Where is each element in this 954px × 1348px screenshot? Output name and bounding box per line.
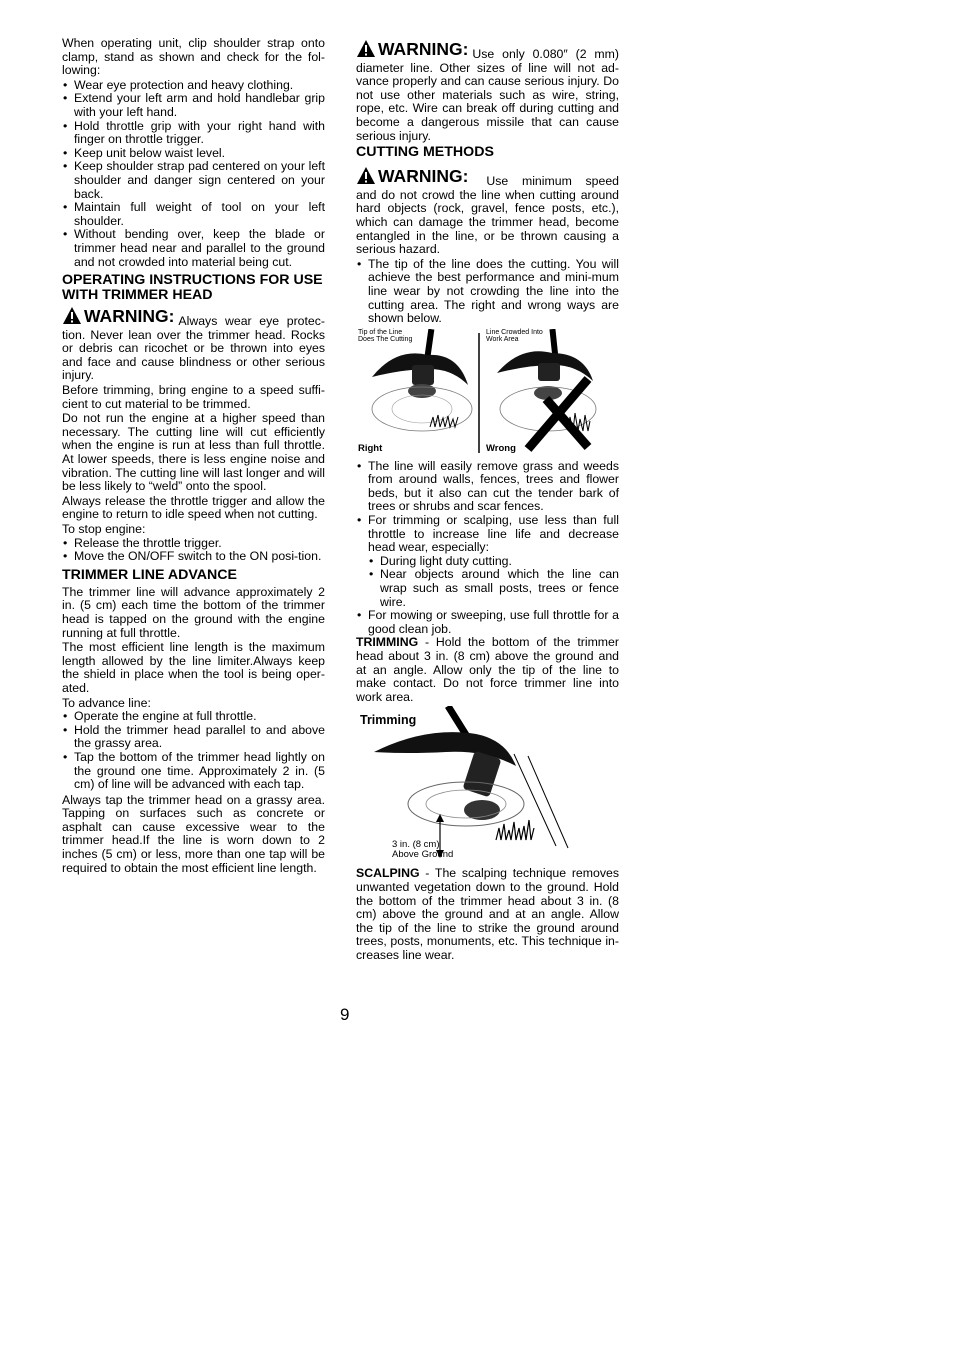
- list-item: • Move the ON/OFF switch to the ON posi-tion.: [62, 550, 325, 564]
- advance-line-steps: [62, 710, 325, 792]
- right-column: [356, 39, 619, 964]
- heading-cutting-methods: CUTTING METHODS: [356, 144, 494, 161]
- paragraph: Always tap the trimmer head on a grassy area. Tapping on surfaces such as concrete or asphalt can cause excessive wear to the trimmer head.If the line is worn down to 2 inches (5 cm) or less, more than one tap will be required to obtain the most efficient line length.: [62, 792, 325, 875]
- left-column: [62, 37, 325, 876]
- warning-triangle-icon: [356, 166, 376, 185]
- warning-label: [62, 306, 174, 325]
- list-item: • Extend your left arm and hold handlebar grip with your left hand.: [62, 92, 325, 119]
- scalping-label: SCALPING: [356, 866, 420, 881]
- warning-label-text: WARNING:: [378, 166, 469, 187]
- paragraph: The most efficient line length is the maximum length allowed by the line limiter.Always keep the shield in place when the tool is being oper-ated.: [62, 640, 325, 695]
- mowing-note: [356, 609, 619, 636]
- list-item: • During light duty cutting.: [368, 555, 619, 569]
- paragraph: Before trimming, bring engine to a speed suffi-cient to cut material to be trimmed.: [62, 383, 325, 411]
- warning-minimum-speed: [356, 166, 619, 257]
- list-item: • For trimming or scalping, use less than full throttle to increase line life and decrease head wear, especially:: [356, 514, 619, 555]
- trimming-figure: [356, 706, 619, 864]
- paragraph: The trimmer line will advance approximately 2 in. (5 cm) each time the bottom of the trimmer head is tapped on the ground with the engine running at full throttle.: [62, 584, 325, 640]
- warning-label-text: WARNING:: [84, 306, 175, 327]
- list-item: • Hold the trimmer head parallel to and above the grassy area.: [62, 724, 325, 751]
- warning-line-size: [356, 39, 619, 143]
- figure-label: Tip of the Line Does The Cutting: [358, 328, 413, 344]
- stop-engine-label: To stop engine:: [62, 522, 146, 536]
- warning-text: Always wear eye protec-tion. Never lean over the trimmer head. Rocks or debris can ricochet or be thrown into eyes and face and cause blindness or other serious injury.: [62, 314, 325, 383]
- list-item: • Maintain full weight of tool on your left shoulder.: [62, 201, 325, 228]
- warning-label: [356, 166, 468, 185]
- caption-wrong: Wrong: [486, 442, 516, 454]
- list-item: • Hold throttle grip with your right hand with finger on throttle trigger.: [62, 120, 325, 147]
- list-item: • Near objects around which the line can wrap such as small posts, trees or fence wire.: [368, 568, 619, 609]
- page-number: 9: [340, 1005, 350, 1024]
- advance-line-label: To advance line:: [62, 695, 151, 710]
- warning-text: Use only 0.080″ (2 mm) diameter line. Other sizes of line will not ad-vance properly and can cause serious injury. Do not use other materials such as wire, string, rope, etc. Wire can break off during cutting and become a dangerous missile that can cause serious injury.: [356, 47, 619, 143]
- list-item: • Keep shoulder strap pad centered on your left shoulder and danger sign centered on your back.: [62, 160, 325, 201]
- list-item: • The line will easily remove grass and weeds from around walls, fences, trees and flower beds, but it also can cut the tender bark of trees or shrubs and scar fences.: [356, 460, 619, 514]
- paragraph: Do not run the engine at a higher speed than necessary. The cutting line will cut efficiently when the engine is run at less than full throttle. At lower speeds, there is less engine noise and vibration. The cutting line will last longer and will be less likely to “weld” onto the spool.: [62, 411, 325, 494]
- warning-text: Use minimum speed and do not crowd the line when cutting around hard objects (rock, gravel, fence posts, etc.), which can damage the trimmer head, become entangled in the line, or be thrown causing a serious hazard.: [356, 174, 619, 257]
- figure-label: Line Crowded Into Work Area: [486, 328, 543, 344]
- warning-triangle-icon: [356, 39, 376, 58]
- scalping-paragraph: SCALPING - The scalping technique removes unwanted vegetation down to the ground. Hold the bottom of the trimmer head about 3 in. (8 cm) above the ground and at an angle. Allow the tip of the line to strike the ground around trees, posts, monuments, etc. This technique in-creases line wear.: [356, 866, 619, 962]
- list-item: • Without bending over, keep the blade or trimmer head near and parallel to the ground and not crowded into material being cut.: [62, 228, 325, 269]
- warning-label-text: WARNING:: [378, 39, 469, 59]
- list-item: • Operate the engine at full throttle.: [62, 710, 325, 724]
- trimming-caption: Trimming: [360, 713, 417, 728]
- intro-text: When operating unit, clip shoulder strap onto clamp, stand as shown and check for the fol-lowing:: [62, 36, 325, 78]
- list-item: • Wear eye protection and heavy clothing.: [62, 79, 325, 93]
- heading-trimmer-line-advance: TRIMMER LINE ADVANCE: [62, 566, 237, 583]
- trimming-paragraph: TRIMMING - Hold the bottom of the trimmer head about 3 in. (8 cm) above the ground and at an angle. Allow only the tip of the line to make contact. Do not force trimmer line into work area.: [356, 635, 619, 704]
- cutting-illustration: [356, 329, 619, 457]
- heading-operating-instructions: OPERATING INSTRUCTIONS FOR USE WITH TRIMMER HEAD: [62, 272, 323, 304]
- warning-triangle-icon: [62, 306, 82, 325]
- list-item: • Tap the bottom of the trimmer head lightly on the ground one time. Approximately 2 in. (5 cm) of line will be advanced with each tap.: [62, 751, 325, 792]
- list-item: • For mowing or sweeping, use full throttle for a good clean job.: [356, 609, 619, 636]
- warning-eye-protection: [62, 306, 325, 383]
- warning-label: [356, 39, 468, 58]
- caption-right: Right: [358, 442, 383, 454]
- cutting-tip-list: [356, 258, 619, 326]
- trimming-label: TRIMMING: [356, 635, 419, 650]
- operating-checklist: [62, 79, 325, 269]
- paragraph: Always release the throttle trigger and allow the engine to return to idle speed when not cutting.: [62, 493, 325, 522]
- cutting-notes: [356, 460, 619, 555]
- list-item: • Keep unit below waist level.: [62, 147, 325, 161]
- sub-list: [356, 555, 619, 609]
- stop-engine-steps: [62, 537, 325, 564]
- list-item: • Release the throttle trigger.: [62, 537, 325, 551]
- height-label: 3 in. (8 cm) Above Ground: [392, 839, 454, 861]
- list-item: • The tip of the line does the cutting. You will achieve the best performance and mini-mum line wear by not crowding the line into the cutting area. The right and wrong ways are shown below.: [356, 258, 619, 326]
- right-wrong-cutting-figure: [356, 329, 619, 457]
